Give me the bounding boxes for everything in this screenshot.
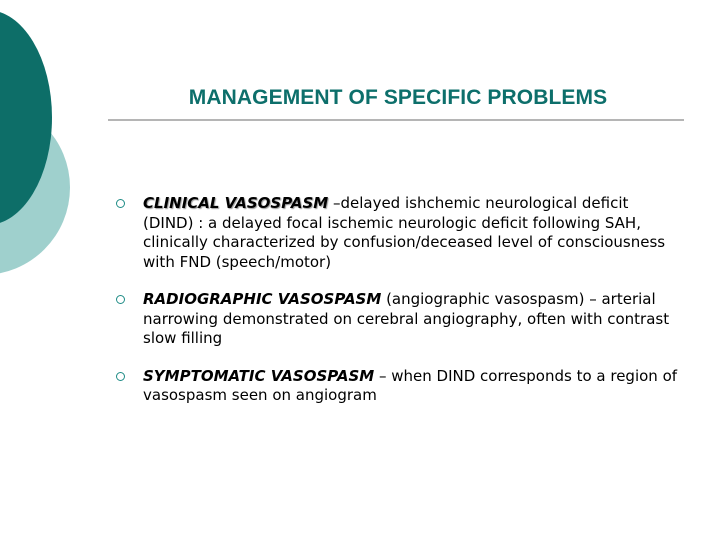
bullet-clinical-vasospasm — [110, 194, 680, 272]
bullet-term: CLINICAL VASOSPASM — [143, 194, 329, 212]
bullet-term: SYMPTOMATIC VASOSPASM — [143, 366, 375, 385]
bullet-term: RADIOGRAPHIC VASOSPASM — [143, 290, 382, 308]
hollow-circle-bullet-icon — [116, 295, 125, 304]
hollow-circle-bullet-icon — [116, 372, 125, 381]
bullet-list — [110, 194, 680, 406]
bullet-text: –delayed ishchemic neurological deficit (DIND) : a delayed focal ischemic neurologic deficit following SAH, clinically characterized by confusion/deceased level of consciousness with FND (speech/motor) — [143, 194, 666, 271]
bullet-text: – when DIND corresponds to a region of vasospasm seen on angiogram — [143, 366, 678, 404]
hollow-circle-bullet-icon — [116, 199, 125, 208]
bullet-radiographic-vasospasm — [110, 290, 680, 349]
slide-title: MANAGEMENT OF SPECIFIC PROBLEMS — [188, 86, 608, 109]
bullet-text: (angiographic vasospasm) – arterial narrowing demonstrated on cerebral angiography, often with contrast slow filling — [143, 290, 670, 347]
bullet-symptomatic-vasospasm — [110, 367, 680, 406]
title-divider — [108, 119, 684, 121]
